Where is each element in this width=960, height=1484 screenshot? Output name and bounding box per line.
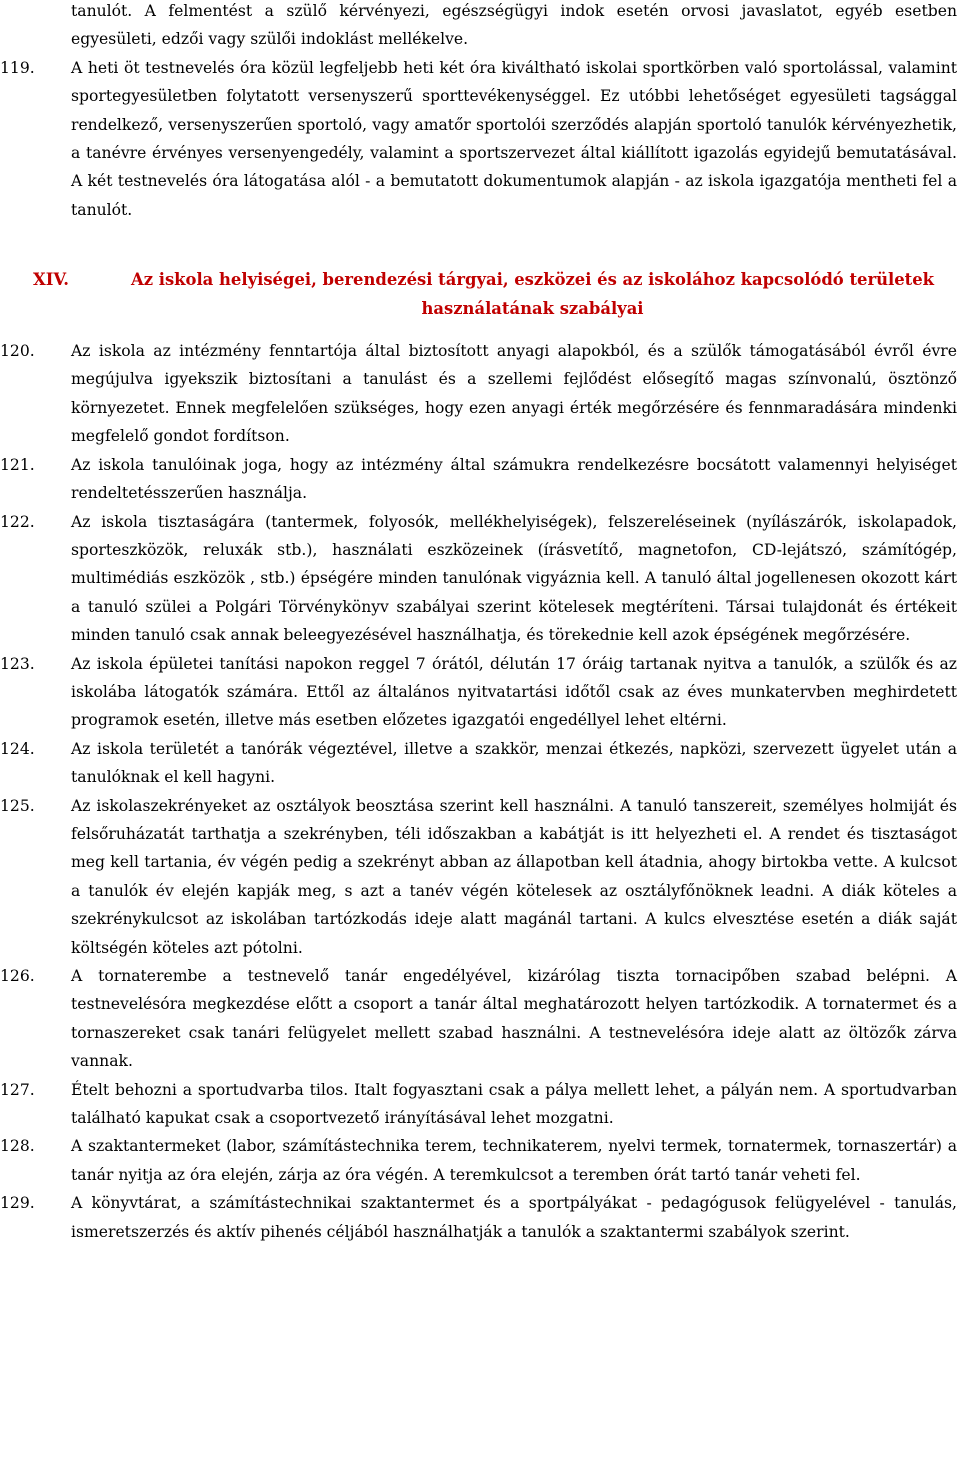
paragraph-text: Az iskolaszekrényeket az osztályok beosztása szerint kell használni. A tanuló tanszereit, személyes holmiját és felsőruházatát tarthatja a szekrényben, téli időszakban a kabátját is itt helyezheti el. A rendet és tisztaságot meg kell tartania, év végén pedig a szekrényt abban az állapotban kell átadnia, ahogy birtokba vette. A kulcsot a tanulók év elején kapják meg, s azt a tanév végén kötelesek az osztályfőnöknek leadni. A diák köteles a szekrénykulcsot az iskolában tartózkodás ideje alatt magánál tartani. A kulcs elvesztése esetén a diák saját költségén köteles azt pótolni. — [71, 796, 957, 957]
paragraph-number: 124. — [0, 739, 35, 758]
section-heading — [0, 266, 957, 323]
paragraph-text: A tornaterembe a testnevelő tanár engedélyével, kizárólag tiszta tornacipőben szabad belépni. A testnevelésóra megkezdése előtt a csoport a tanár által meghatározott helyen tartózkodik. A tornatermet és a tornaszereket csak tanári felügyelet mellett szabad használni. A testnevelésóra ideje alatt az öltözők zárva vannak. — [71, 967, 957, 1071]
paragraph-text: Az iskola tisztaságára (tantermek, folyosók, mellékhelyiségek), felszereléseinek (nyílászárók, iskolapadok, sporteszközök, reluxák stb.), használati eszközeinek (írásvetítő, magnetofon, CD-lejátszó, számítógép, multimédiás eszközök , stb.) épségére minden tanulónak vigyáznia kell. A tanuló által jogellenesen okozott kárt a tanuló szülei a Polgári Törvénykönyv szabályai szerint kötelesek megtéríteni. Társai tulajdonát és értékeit minden tanuló csak annak beleegyezésével használhatja, és törekednie kell azok épségének megőrzésére. — [71, 512, 957, 645]
paragraph-122 — [0, 508, 957, 650]
paragraph-number: 122. — [0, 512, 35, 531]
paragraph-number: 128. — [0, 1137, 35, 1156]
paragraph-129 — [0, 1189, 957, 1246]
paragraph-number: 126. — [0, 967, 35, 985]
paragraph-120 — [0, 337, 957, 451]
paragraph-123 — [0, 650, 957, 735]
paragraph-text: A heti öt testnevelés óra közül legfeljebb heti két óra kiváltható iskolai sportkörben való sportolással, valamint sportegyesületben folytatott versenyszerű sporttevékenységgel. Ez utóbbi lehetőséget egyesületi tagsággal rendelkező, versenyszerűen sportoló, vagy amatőr sportolói szerződés alapján sportoló tanulók kérvényezhetik, a tanévre érvényes versenyengedély, valamint a sportszervezet által kiállított igazolás egyidejű bemutatásával. A két testnevelés óra látogatása alól - a bemutatott dokumentumok alapján - az iskola igazgatója mentheti fel a tanulót. — [71, 58, 957, 219]
section-number: XIV. — [33, 270, 69, 290]
paragraph-number: 119. — [0, 58, 35, 77]
paragraph-128 — [0, 1132, 957, 1189]
paragraph-127 — [0, 1076, 957, 1133]
paragraph-119 — [0, 54, 957, 224]
continued-paragraph: tanulót. A felmentést a szülő kérvényezi, egészségügyi indok esetén orvosi javaslatot, egyéb esetben egyesületi, edzői vagy szülői indoklást mellékelve. — [71, 2, 957, 49]
paragraph-text: Az iskola tanulóinak joga, hogy az intézmény által számukra rendelkezésre bocsátott valamennyi helyiséget rendeltetésszerűen használja. — [71, 455, 957, 503]
paragraph-text: Az iskola épületei tanítási napokon reggel 7 órától, délután 17 óráig tartanak nyitva a tanulók, a szülők és az iskolába látogatók számára. Ettől az általános nyitvatartási időtől csak az éves munkatervben meghirdetett programok esetén, illetve más esetben előzetes igazgatói engedéllyel lehet eltérni. — [71, 654, 957, 730]
paragraph-number: 123. — [0, 654, 35, 673]
paragraph-text: A könyvtárat, a számítástechnikai szaktantermet és a sportpályákat - pedagógusok felügyelével - tanulás, ismeretszerzés és aktív pihenés céljából használhatják a tanulók a szaktantermi szabályok szerint. — [71, 1194, 957, 1241]
paragraph-number: 127. — [0, 1080, 35, 1099]
paragraph-124 — [0, 735, 957, 792]
paragraph-text: Az iskola az intézmény fenntartója által biztosított anyagi alapokból, és a szülők támogatásából évről évre megújulva igyekszik biztosítani a tanulást és a szellemi fejlődést elősegítő magas színvonalú, ösztönző környezetet. Ennek megfelelően szükséges, hogy ezen anyagi érték megőrzésére és fennmaradására mindenki megfelelő gondot fordítson. — [71, 342, 957, 446]
paragraph-number: 121. — [0, 455, 35, 474]
paragraph-number: 125. — [0, 796, 35, 815]
paragraph-number: 129. — [0, 1194, 35, 1213]
paragraph-text: A szaktantermeket (labor, számítástechnika terem, technikaterem, nyelvi termek, tornatermek, tornaszertár) a tanár nyitja az óra elején, zárja az óra végén. A teremkulcsot a teremben órát tartó tanár veheti fel. — [71, 1137, 957, 1184]
paragraph-text: Az iskola területét a tanórák végeztével, illetve a szakkör, menzai étkezés, napközi, szervezett ügyelet után a tanulóknak el kell hagyni. — [71, 739, 957, 787]
paragraph-125 — [0, 792, 957, 962]
paragraph-text: Ételt behozni a sportudvarba tilos. Italt fogyasztani csak a pálya mellett lehet, a pályán nem. A sportudvarban található kapukat csak a csoportvezető irányításával lehet mozgatni. — [71, 1080, 957, 1128]
paragraph-126 — [0, 962, 957, 1076]
paragraph-number: 120. — [0, 342, 35, 361]
paragraph-121 — [0, 451, 957, 508]
section-title: Az iskola helyiségei, berendezési tárgyai, eszközei és az iskolához kapcsolódó területek használatának szabályai — [130, 270, 935, 318]
